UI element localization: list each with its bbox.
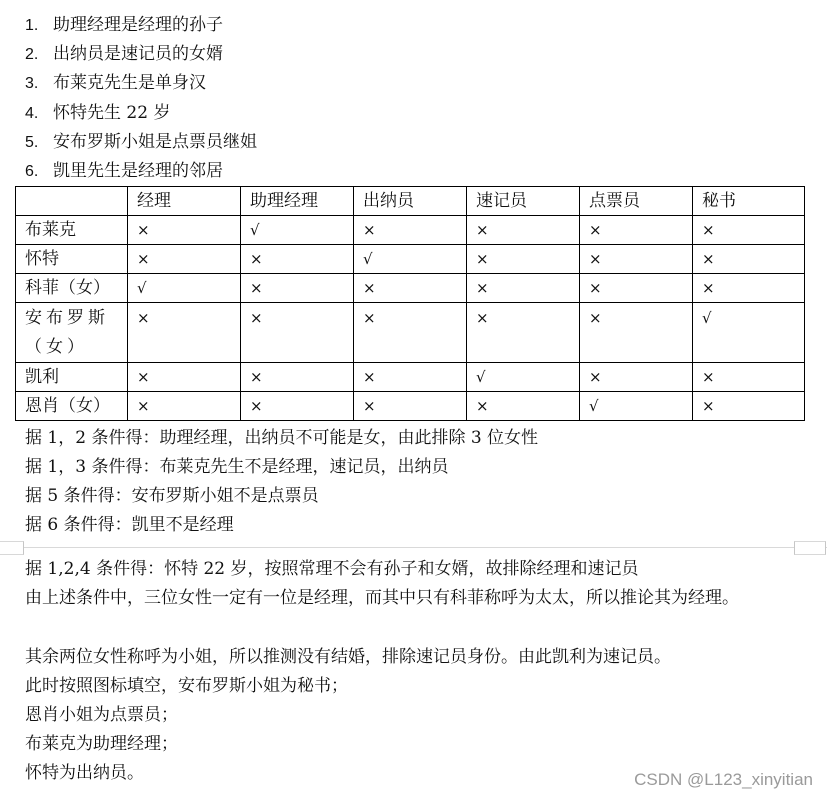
- header-cell-stenographer: 速记员: [467, 187, 580, 216]
- mark: ×: [363, 397, 376, 415]
- mark: ×: [589, 221, 602, 239]
- mark-cell: [354, 363, 467, 392]
- reasoning-paragraph: 据 1，3 条件得：布莱克先生不是经理，速记员，出纳员: [25, 457, 449, 477]
- table-row: [16, 363, 805, 392]
- reasoning-paragraph: 其余两位女性称呼为小姐，所以推测没有结婚，排除速记员身份。由此凯利为速记员。: [25, 647, 671, 667]
- mark: √: [363, 250, 373, 268]
- mark-cell: [693, 392, 805, 421]
- csdn-watermark: CSDN @L123_xinyitian: [634, 770, 813, 789]
- mark: √: [589, 397, 599, 415]
- clue-number: 4.: [25, 104, 39, 122]
- mark: ×: [250, 309, 263, 327]
- mark-cell: [241, 216, 354, 245]
- clue-number: 6.: [25, 162, 39, 180]
- mark: ×: [363, 279, 376, 297]
- mark-cell: [241, 245, 354, 274]
- reasoning-paragraph: 据 1,2,4 条件得：怀特 22 岁，按照常理不会有孙子和女婿，故排除经理和速记员: [25, 559, 639, 579]
- table-row: [16, 303, 805, 363]
- mark-cell: [241, 274, 354, 303]
- header-cell-ticket-checker: 点票员: [580, 187, 693, 216]
- mark-cell: [128, 216, 241, 245]
- header-cell-assistant-manager: 助理经理: [241, 187, 354, 216]
- mark: ×: [702, 368, 715, 386]
- mark: ×: [702, 221, 715, 239]
- mark: √: [476, 368, 486, 386]
- clue-item: [25, 99, 257, 128]
- clue-number: 2.: [25, 46, 39, 64]
- mark-cell: [354, 216, 467, 245]
- header-cell-cashier: 出纳员: [354, 187, 467, 216]
- mark-cell: [467, 392, 580, 421]
- mark: ×: [363, 309, 376, 327]
- row-name-cell: 科菲（女）: [16, 274, 128, 303]
- mark-cell: [580, 303, 693, 363]
- clue-text: 怀特先生 22 岁: [53, 102, 171, 123]
- mark-cell: [580, 363, 693, 392]
- reasoning-paragraph: 恩肖小姐为点票员；: [25, 705, 178, 725]
- mark: ×: [137, 250, 150, 268]
- clue-text: 出纳员是速记员的女婿: [53, 44, 223, 65]
- mark: ×: [250, 250, 263, 268]
- clue-item: [25, 128, 257, 157]
- clue-text: 安布罗斯小姐是点票员继姐: [53, 131, 257, 152]
- page-break-marker-right: [794, 541, 826, 555]
- mark: ×: [137, 309, 150, 327]
- header-cell-corner: [16, 187, 128, 216]
- clue-text: 凯里先生是经理的邻居: [53, 160, 223, 181]
- mark: ×: [476, 279, 489, 297]
- clue-item: [25, 157, 257, 186]
- clue-item: [25, 40, 257, 69]
- mark: ×: [702, 279, 715, 297]
- logic-grid-table: [15, 186, 805, 421]
- mark: ×: [137, 221, 150, 239]
- reasoning-paragraph: 由上述条件中，三位女性一定有一位是经理，而其中只有科菲称呼为太太，所以推论其为经理。: [25, 588, 739, 608]
- page-break-marker-left: [0, 541, 24, 555]
- mark-cell: [354, 303, 467, 363]
- mark-cell: [241, 303, 354, 363]
- mark-cell: [693, 363, 805, 392]
- mark-cell: [241, 392, 354, 421]
- mark-cell: [467, 216, 580, 245]
- table-row: [16, 274, 805, 303]
- mark: ×: [250, 279, 263, 297]
- mark: √: [137, 279, 147, 297]
- row-name-cell: 布莱克: [16, 216, 128, 245]
- mark: ×: [589, 250, 602, 268]
- mark: ×: [363, 221, 376, 239]
- mark: ×: [702, 397, 715, 415]
- mark-cell: [128, 392, 241, 421]
- clue-text: 布莱克先生是单身汉: [53, 73, 206, 94]
- mark-cell: [693, 245, 805, 274]
- mark: ×: [137, 397, 150, 415]
- mark-cell: [128, 303, 241, 363]
- mark-cell: [580, 392, 693, 421]
- mark: ×: [250, 368, 263, 386]
- clue-number: 5.: [25, 133, 39, 151]
- mark-cell: [128, 245, 241, 274]
- clue-number: 3.: [25, 75, 39, 93]
- mark-cell: [467, 274, 580, 303]
- mark-cell: [580, 274, 693, 303]
- clue-item: [25, 11, 257, 40]
- reasoning-paragraph: 据 6 条件得：凯里不是经理: [25, 515, 234, 535]
- mark-cell: [467, 363, 580, 392]
- mark: ×: [589, 279, 602, 297]
- mark-cell: [354, 245, 467, 274]
- mark: ×: [137, 368, 150, 386]
- mark: ×: [363, 368, 376, 386]
- clue-number: 1.: [25, 17, 39, 34]
- mark-cell: [241, 363, 354, 392]
- row-name-cell: 怀特: [16, 245, 128, 274]
- mark-cell: [354, 392, 467, 421]
- table-header-row: [16, 187, 805, 216]
- table-row: [16, 392, 805, 421]
- mark: √: [702, 309, 712, 327]
- reasoning-paragraph: 据 1，2 条件得：助理经理，出纳员不可能是女，由此排除 3 位女性: [25, 428, 539, 448]
- mark-cell: [693, 216, 805, 245]
- table-row: [16, 216, 805, 245]
- mark: ×: [589, 368, 602, 386]
- row-name-cell: 恩肖（女）: [16, 392, 128, 421]
- mark: ×: [702, 250, 715, 268]
- mark-cell: [354, 274, 467, 303]
- mark-cell: [693, 303, 805, 363]
- mark-cell: [693, 274, 805, 303]
- mark: ×: [476, 250, 489, 268]
- clue-list: [25, 11, 257, 186]
- mark-cell: [467, 245, 580, 274]
- mark: ×: [476, 397, 489, 415]
- reasoning-paragraph: 布莱克为助理经理；: [25, 734, 178, 754]
- mark: ×: [476, 309, 489, 327]
- mark-cell: [580, 216, 693, 245]
- clue-item: [25, 69, 257, 98]
- row-name-cell: 凯利: [16, 363, 128, 392]
- mark: √: [250, 221, 260, 239]
- page-break-line: [0, 547, 827, 548]
- row-name-cell: 安布罗斯（女）: [16, 303, 128, 363]
- header-cell-secretary: 秘书: [693, 187, 805, 216]
- reasoning-paragraph: 据 5 条件得：安布罗斯小姐不是点票员: [25, 486, 319, 506]
- reasoning-paragraph: 此时按照图标填空，安布罗斯小姐为秘书；: [25, 676, 348, 696]
- header-cell-manager: 经理: [128, 187, 241, 216]
- mark-cell: [128, 363, 241, 392]
- table-row: [16, 245, 805, 274]
- mark-cell: [580, 245, 693, 274]
- mark: ×: [476, 221, 489, 239]
- mark-cell: [128, 274, 241, 303]
- mark: ×: [250, 397, 263, 415]
- mark-cell: [467, 303, 580, 363]
- clue-text: 助理经理是经理的孙子: [53, 15, 223, 35]
- reasoning-paragraph: 怀特为出纳员。: [25, 763, 144, 783]
- mark: ×: [589, 309, 602, 327]
